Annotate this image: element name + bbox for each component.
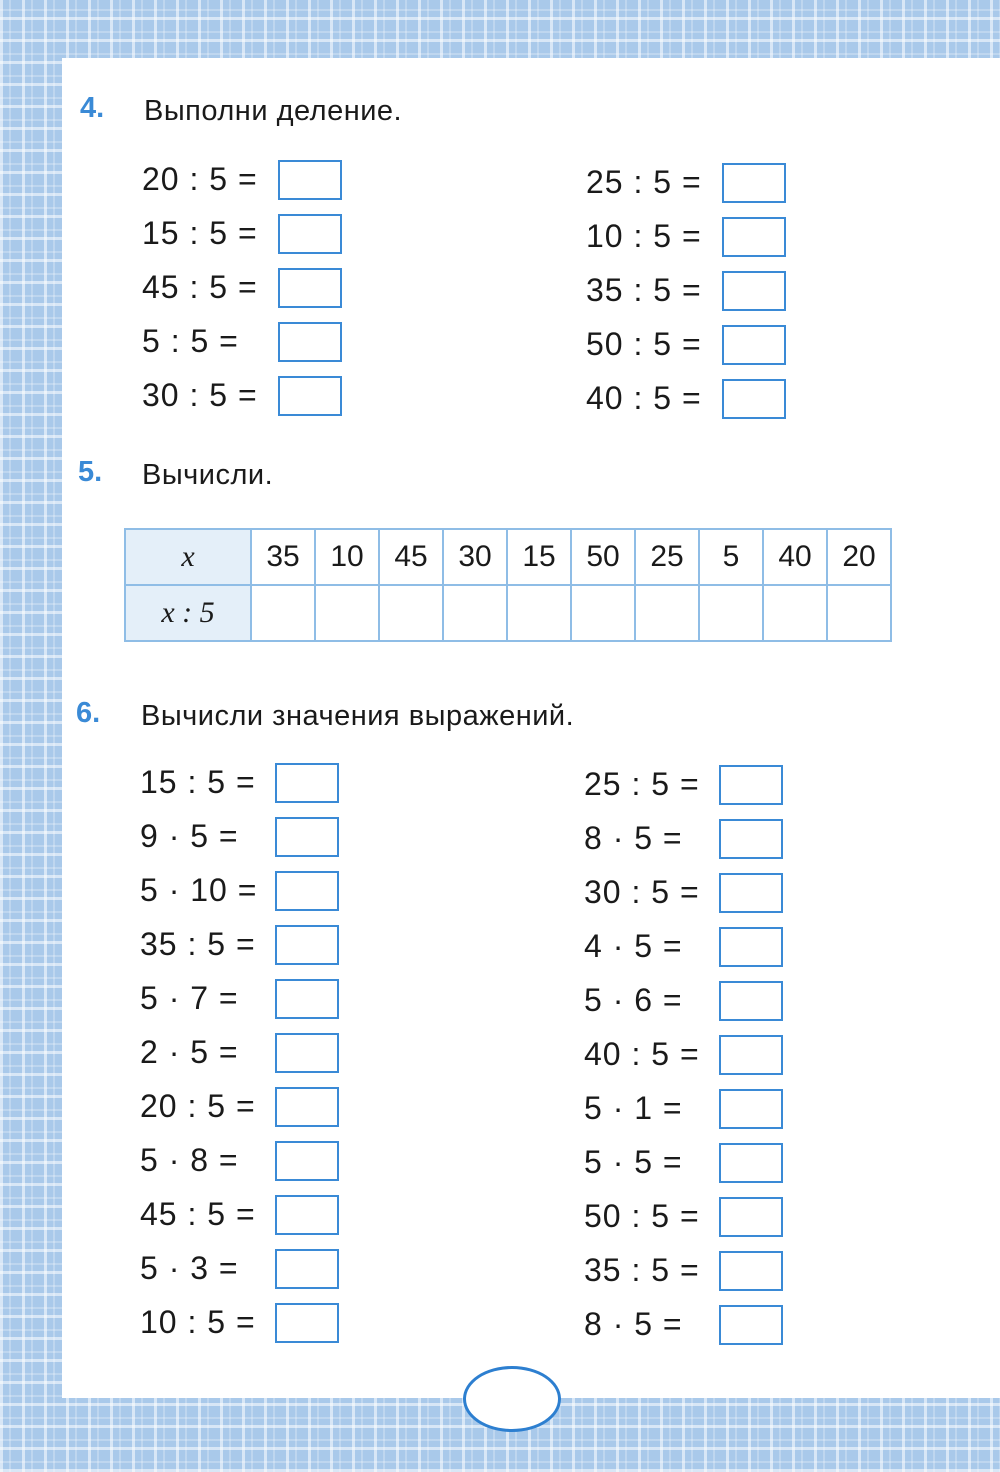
page-number-oval bbox=[463, 1366, 561, 1432]
expression: 25 : 5 = bbox=[584, 765, 700, 802]
answer-box[interactable] bbox=[278, 376, 342, 416]
table-cell: 20 bbox=[827, 529, 891, 585]
table-row-x bbox=[125, 529, 891, 585]
task-6-right-row bbox=[584, 811, 700, 865]
task-6-right-row bbox=[584, 1189, 700, 1243]
expression: 15 : 5 = bbox=[140, 763, 256, 800]
expression: 20 : 5 = bbox=[140, 1087, 256, 1124]
answer-box[interactable] bbox=[275, 1141, 339, 1181]
answer-box[interactable] bbox=[719, 1197, 783, 1237]
row-header-x: x bbox=[125, 529, 251, 585]
expression: 5 · 3 = bbox=[140, 1249, 239, 1286]
answer-box[interactable] bbox=[278, 268, 342, 308]
answer-box[interactable] bbox=[275, 1033, 339, 1073]
task-6-number: 6. bbox=[76, 697, 101, 729]
expression: 50 : 5 = bbox=[586, 325, 702, 362]
task-4-right-row bbox=[586, 155, 702, 209]
answer-cell[interactable] bbox=[315, 585, 379, 641]
table-cell: 15 bbox=[507, 529, 571, 585]
task-4-number: 4. bbox=[80, 92, 105, 124]
expression: 35 : 5 = bbox=[140, 925, 256, 962]
task-6-right-row bbox=[584, 1243, 700, 1297]
task-4-right-row bbox=[586, 371, 702, 425]
task-6-right-row bbox=[584, 1297, 700, 1351]
answer-box[interactable] bbox=[275, 871, 339, 911]
task-6-left-row bbox=[140, 917, 257, 971]
table-cell: 40 bbox=[763, 529, 827, 585]
task-6-left-row bbox=[140, 1187, 257, 1241]
table-cell: 30 bbox=[443, 529, 507, 585]
row-header-result: x : 5 bbox=[125, 585, 251, 641]
answer-box[interactable] bbox=[275, 1087, 339, 1127]
answer-box[interactable] bbox=[719, 927, 783, 967]
answer-box[interactable] bbox=[722, 379, 786, 419]
answer-cell[interactable] bbox=[379, 585, 443, 641]
expression: 5 · 6 = bbox=[584, 981, 683, 1018]
table-cell: 25 bbox=[635, 529, 699, 585]
expression: 5 · 8 = bbox=[140, 1141, 239, 1178]
task-6-right-row bbox=[584, 919, 700, 973]
task-6-right-row bbox=[584, 865, 700, 919]
task-4-left-row bbox=[142, 314, 258, 368]
answer-box[interactable] bbox=[719, 981, 783, 1021]
expression: 5 · 10 = bbox=[140, 871, 258, 908]
expression: 40 : 5 = bbox=[584, 1035, 700, 1072]
task-4-right-row bbox=[586, 209, 702, 263]
task-4-right-row bbox=[586, 263, 702, 317]
answer-box[interactable] bbox=[275, 817, 339, 857]
answer-cell[interactable] bbox=[571, 585, 635, 641]
expression: 35 : 5 = bbox=[584, 1251, 700, 1288]
task-6-right-row bbox=[584, 1027, 700, 1081]
task-4-left-row bbox=[142, 206, 258, 260]
table-cell: 35 bbox=[251, 529, 315, 585]
task-6-left-row bbox=[140, 809, 257, 863]
expression: 10 : 5 = bbox=[586, 217, 702, 254]
answer-cell[interactable] bbox=[507, 585, 571, 641]
answer-box[interactable] bbox=[719, 1143, 783, 1183]
answer-box[interactable] bbox=[722, 163, 786, 203]
answer-box[interactable] bbox=[719, 1305, 783, 1345]
task-5-number: 5. bbox=[78, 456, 103, 488]
expression: 20 : 5 = bbox=[142, 160, 258, 197]
answer-box[interactable] bbox=[278, 160, 342, 200]
expression: 40 : 5 = bbox=[586, 379, 702, 416]
answer-cell[interactable] bbox=[763, 585, 827, 641]
expression: 35 : 5 = bbox=[586, 271, 702, 308]
answer-box[interactable] bbox=[722, 271, 786, 311]
task-4-left-row bbox=[142, 152, 258, 206]
task-6-left-row bbox=[140, 1079, 257, 1133]
answer-cell[interactable] bbox=[827, 585, 891, 641]
task-4-right-column bbox=[586, 155, 702, 425]
task-6-right-row bbox=[584, 1135, 700, 1189]
task-6-title: Вычисли значения выражений. bbox=[141, 700, 575, 732]
table-cell: 50 bbox=[571, 529, 635, 585]
answer-box[interactable] bbox=[719, 819, 783, 859]
expression: 2 · 5 = bbox=[140, 1033, 239, 1070]
task-4-left-column bbox=[142, 152, 258, 422]
expression: 45 : 5 = bbox=[142, 268, 258, 305]
expression: 50 : 5 = bbox=[584, 1197, 700, 1234]
answer-cell[interactable] bbox=[635, 585, 699, 641]
task-6-right-row bbox=[584, 757, 700, 811]
expression: 10 : 5 = bbox=[140, 1303, 256, 1340]
answer-box[interactable] bbox=[275, 1195, 339, 1235]
answer-box[interactable] bbox=[719, 873, 783, 913]
expression: 5 · 7 = bbox=[140, 979, 239, 1016]
task-6-left-column bbox=[140, 755, 257, 1349]
answer-box[interactable] bbox=[719, 1089, 783, 1129]
table-cell: 45 bbox=[379, 529, 443, 585]
answer-box[interactable] bbox=[275, 763, 339, 803]
table-row-result bbox=[125, 585, 891, 641]
task-6-left-row bbox=[140, 863, 257, 917]
answer-cell[interactable] bbox=[443, 585, 507, 641]
task-4-left-row bbox=[142, 260, 258, 314]
expression: 5 · 1 = bbox=[584, 1089, 683, 1126]
task-6-right-row bbox=[584, 973, 700, 1027]
task-6-right-column bbox=[584, 757, 700, 1351]
task-5-table bbox=[124, 528, 892, 642]
expression: 9 · 5 = bbox=[140, 817, 239, 854]
answer-box[interactable] bbox=[722, 217, 786, 257]
answer-box[interactable] bbox=[275, 1249, 339, 1289]
task-6-left-row bbox=[140, 1295, 257, 1349]
expression: 15 : 5 = bbox=[142, 214, 258, 251]
table-cell: 5 bbox=[699, 529, 763, 585]
task-6-left-row bbox=[140, 971, 257, 1025]
expression: 8 · 5 = bbox=[584, 819, 683, 856]
task-6-right-row bbox=[584, 1081, 700, 1135]
expression: 4 · 5 = bbox=[584, 927, 683, 964]
task-6-left-row bbox=[140, 1241, 257, 1295]
expression: 45 : 5 = bbox=[140, 1195, 256, 1232]
task-5-title: Вычисли. bbox=[142, 459, 274, 491]
expression: 25 : 5 = bbox=[586, 163, 702, 200]
task-4-right-row bbox=[586, 317, 702, 371]
answer-cell[interactable] bbox=[251, 585, 315, 641]
task-4-left-row bbox=[142, 368, 258, 422]
expression: 5 · 5 = bbox=[584, 1143, 683, 1180]
answer-box[interactable] bbox=[275, 925, 339, 965]
answer-box[interactable] bbox=[722, 325, 786, 365]
expression: 30 : 5 = bbox=[142, 376, 258, 413]
task-6-left-row bbox=[140, 755, 257, 809]
task-6-left-row bbox=[140, 1133, 257, 1187]
expression: 5 : 5 = bbox=[142, 322, 239, 359]
expression: 8 · 5 = bbox=[584, 1305, 683, 1342]
answer-box[interactable] bbox=[278, 214, 342, 254]
answer-box[interactable] bbox=[719, 1035, 783, 1075]
answer-box[interactable] bbox=[278, 322, 342, 362]
task-4-title: Выполни деление. bbox=[144, 95, 403, 127]
answer-box[interactable] bbox=[275, 979, 339, 1019]
task-6-left-row bbox=[140, 1025, 257, 1079]
table-cell: 10 bbox=[315, 529, 379, 585]
answer-box[interactable] bbox=[719, 765, 783, 805]
expression: 30 : 5 = bbox=[584, 873, 700, 910]
answer-box[interactable] bbox=[275, 1303, 339, 1343]
answer-box[interactable] bbox=[719, 1251, 783, 1291]
answer-cell[interactable] bbox=[699, 585, 763, 641]
